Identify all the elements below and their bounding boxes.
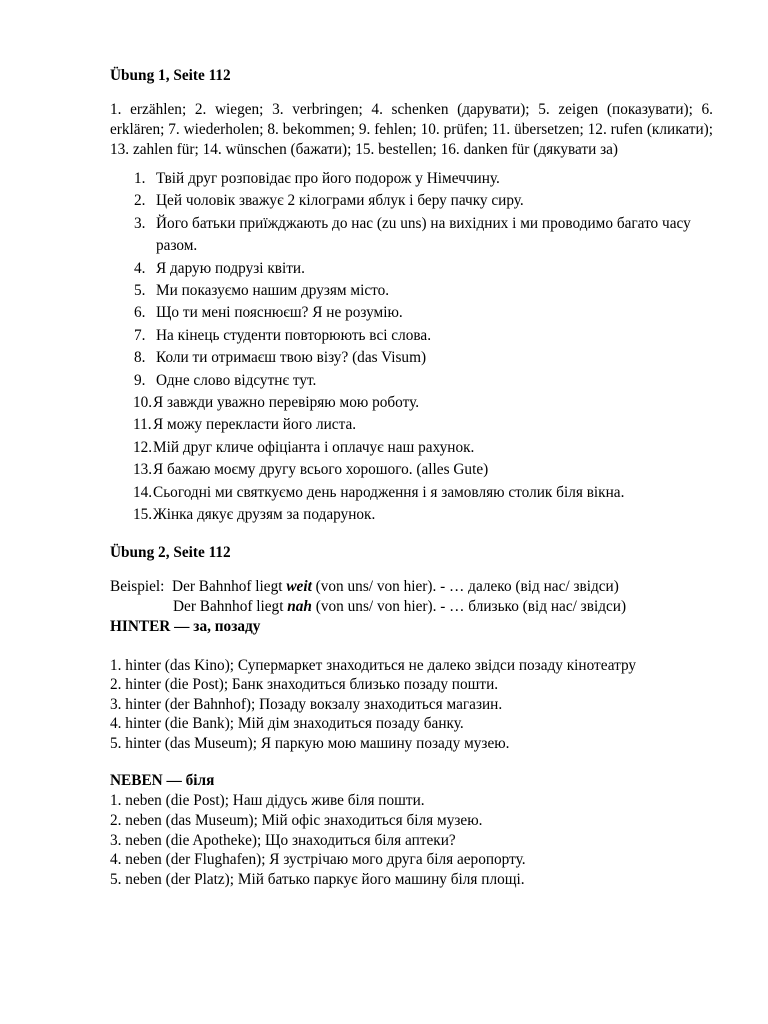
beispiel-line-1: Beispiel: Der Bahnhof liegt weit (von uns/ von hier). - … далеко (від нас/ звідси) bbox=[110, 577, 619, 595]
neben-heading: NEBEN — біля bbox=[110, 772, 215, 790]
sentence-item: 7. На кінець студенти повторюють всі слова. bbox=[134, 326, 432, 344]
sentence-item: 4. Я дарую подрузі квіти. bbox=[134, 259, 305, 277]
uebung1-title: Übung 1, Seite 112 bbox=[110, 67, 231, 84]
uebung2-title: Übung 2, Seite 112 bbox=[110, 543, 231, 561]
neben-item: 2. neben (das Museum); Мій офіс знаходиться біля музею. bbox=[110, 812, 483, 830]
hinter-heading: HINTER — за, позаду bbox=[110, 617, 261, 635]
sentence-item: 15. Жінка дякує друзям за подарунок. bbox=[133, 506, 376, 524]
emphasis-nah: nah bbox=[287, 597, 312, 615]
sentence-item: 1. Твій друг розповідає про його подорож у Німеччину. bbox=[134, 170, 500, 187]
sentence-item: 14. Сьогодні ми святкуємо день народження і я замовляю столик біля вікна. bbox=[133, 483, 625, 501]
neben-item: 4. neben (der Flughafen); Я зустрічаю мого друга біля аеропорту. bbox=[110, 851, 526, 869]
hinter-item: 4. hinter (die Bank); Мій дім знаходиться позаду банку. bbox=[110, 715, 464, 733]
hinter-item: 2. hinter (die Post); Банк знаходиться близько позаду пошти. bbox=[110, 676, 499, 694]
beispiel-block bbox=[110, 577, 713, 617]
sentence-item: 5. Ми показуємо нашим друзям місто. bbox=[134, 282, 390, 300]
sentence-item: 2. Цей чоловік зважує 2 кілограми яблук і беру пачку сиру. bbox=[134, 192, 524, 210]
neben-list bbox=[110, 791, 713, 889]
neben-item: 1. neben (die Post); Наш дідусь живе біля пошти. bbox=[110, 792, 425, 810]
sentence-item: 3. Його батьки приїжджають до нас (zu uns) на вихідних і ми проводимо багато часу разом. bbox=[134, 214, 691, 255]
beispiel-line-2: Der Bahnhof liegt nah (von uns/ von hier). - … близько (від нас/ звідси) bbox=[173, 597, 627, 615]
sentence-item: 6. Що ти мені пояснюєш? Я не розумію. bbox=[134, 304, 403, 322]
sentence-item: 11. Я можу перекласти його листа. bbox=[133, 416, 357, 434]
hinter-item: 5. hinter (das Museum); Я паркую мою машину позаду музею. bbox=[110, 734, 510, 752]
hinter-item: 1. hinter (das Kino); Супермаркет знаходиться не далеко звідси позаду кінотеатру bbox=[110, 656, 637, 674]
sentence-item: 12. Мій друг кличе офіціанта і оплачує наш рахунок. bbox=[133, 438, 475, 456]
neben-item: 3. neben (die Apotheke); Що знаходиться біля аптеки? bbox=[110, 831, 456, 849]
hinter-list bbox=[110, 656, 713, 754]
emphasis-weit: weit bbox=[286, 577, 312, 595]
sentence-item: 13. Я бажаю моєму другу всього хорошого. (alles Gute) bbox=[133, 461, 489, 479]
document-page bbox=[110, 66, 713, 889]
hinter-item: 3. hinter (der Bahnhof); Позаду вокзалу знаходиться магазин. bbox=[110, 695, 503, 713]
uebung1-sentence-list bbox=[110, 168, 713, 527]
sentence-item: 8. Коли ти отримаєш твою візу? (das Visum) bbox=[134, 349, 427, 367]
uebung1-vocab-list: 1. erzählen; 2. wiegen; 3. verbringen; 4. schenken (дарувати); 5. zeigen (показувати); 6. erklären; 7. wiederholen; 8. bekommen; 9. fehlen; 10. prüfen; 11. übersetzen; 12. rufen (кликати); 13. zahlen für; 14. wünschen (бажати); 15. bestellen; 16. danken für (дякувати за) bbox=[110, 101, 713, 158]
beispiel-label: Beispiel: bbox=[110, 577, 165, 595]
sentence-item: 10. Я завжди уважно перевіряю мою роботу. bbox=[133, 394, 420, 412]
neben-item: 5. neben (der Platz); Мій батько паркує його машину біля площі. bbox=[110, 870, 525, 888]
sentence-item: 9. Одне слово відсутнє тут. bbox=[134, 371, 317, 389]
